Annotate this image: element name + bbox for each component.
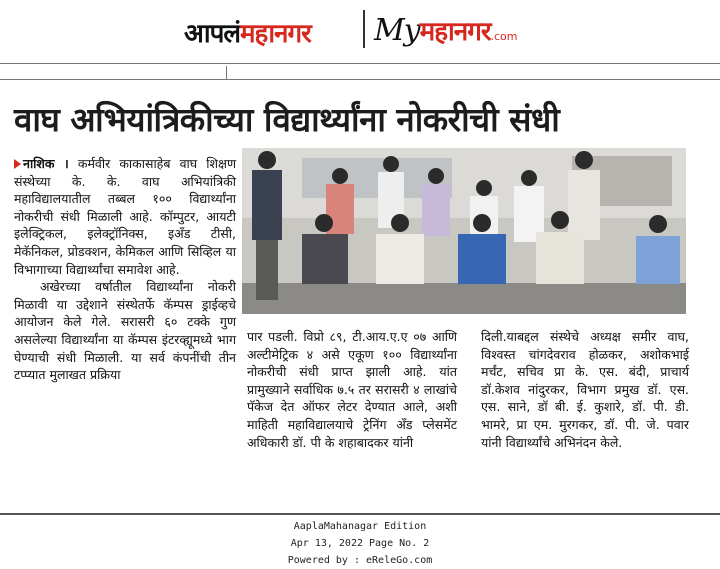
logo-left-part-b: महानगर (239, 19, 311, 49)
logo-left-part-a: आपलं (184, 19, 240, 49)
footer-date-page: Apr 13, 2022 Page No. 2 (290, 538, 430, 549)
article-column-1 (14, 155, 236, 384)
article-paragraph-2: अखेरच्या वर्षातील विद्यार्थ्यांना नोकरी मिळावी या उद्देशाने संस्थेतर्फे कॅम्पस ड्राईव्हचे आयोजन केले गेले. सरासरी ६० टक्के गुण असलेल्या विद्यार्थ्यांना या कॅम्पस इंटरव्ह्यूमध्ये भाग घेण्याची संधी मिळाली. या सर्व कंपनींची तीन टप्प्यात मुलाखत प्रक्रिया (14, 279, 236, 383)
article-photo (242, 148, 686, 314)
masthead-rule-bottom (0, 79, 720, 80)
logo-right-com: .com (490, 30, 518, 43)
article-paragraph-1 (14, 155, 236, 278)
article-column-2: पार पडली. विप्रो ८९, टी.आय.ए.ए ०७ आणि अल्टीमेट्रिक ४ असे एकूण १०० विद्यार्थ्यांना नोकरीची संधी प्राप्त झाली आहे. यांत प्रामुख्याने सर्वाधिक ७.५ तर सरासरी ४ लाखांचे पॅकेज देत ऑफर लेटर देण्यात आले, अशी माहिती महाविद्यालयाचे ट्रेनिंग अँड प्लेसमेंट अधिकारी डॉ. पी के शहाबादकर यांनी (247, 329, 457, 450)
aapla-mahanagar-logo[interactable] (184, 14, 311, 50)
masthead-tick (226, 66, 227, 79)
logo-right-mahanagar: महानगर (419, 17, 491, 47)
group-photo-image (242, 148, 686, 314)
edition-footer (0, 518, 720, 569)
masthead-rule-top (0, 63, 720, 64)
logo-divider (363, 10, 365, 48)
article-dateline: नाशिक । (14, 156, 69, 171)
footer-powered-by[interactable]: Powered by : eReleGo.com (287, 555, 433, 566)
article-headline: वाघ अभियांत्रिकीच्या विद्यार्थ्यांना नोकरीची संधी (14, 100, 560, 139)
article-paragraph-1-text: कर्मवीर काकासाहेब वाघ शिक्षण संस्थेच्या के. के. वाघ अभियांत्रिकी महाविद्यालयातील तब्बल १०० विद्यार्थ्यांना नोकरीची संधी मिळाली आहे. कॉम्पुटर, आयटी इलेक्ट्रिकल, इलेक्ट्रॉनिक्स, इअँड टीसी, मेकॅनिकल, प्रोडक्शन, केमिकल आणि सिव्हिल या विभागाच्या विद्यार्थ्यांचा समावेश आहे. (14, 156, 236, 277)
logo-right-my: My (374, 13, 420, 48)
article-column-3: दिली.याबद्दल संस्थेचे अध्यक्ष समीर वाघ, विश्वस्त चांगदेवराव होळकर, अशोकभाई मर्चंट, सचिव प्रा के. एस. बंदी, प्राचार्य डॉ.केशव नांदुरकर, विभाग प्रमुख डॉ. एस. एस. साने, डॉ बी. ई. कुशारे, डॉ. पी. डी. भामरे, प्रा एम. मुरगकर, डॉ. पी. जे. पवार यांनी विद्यार्थ्यांचे अभिनंदन केले. (481, 329, 689, 450)
my-mahanagar-logo[interactable] (374, 12, 517, 48)
footer-edition: AaplaMahanagar Edition (293, 521, 427, 532)
masthead (0, 0, 720, 62)
footer-rule (0, 513, 720, 515)
